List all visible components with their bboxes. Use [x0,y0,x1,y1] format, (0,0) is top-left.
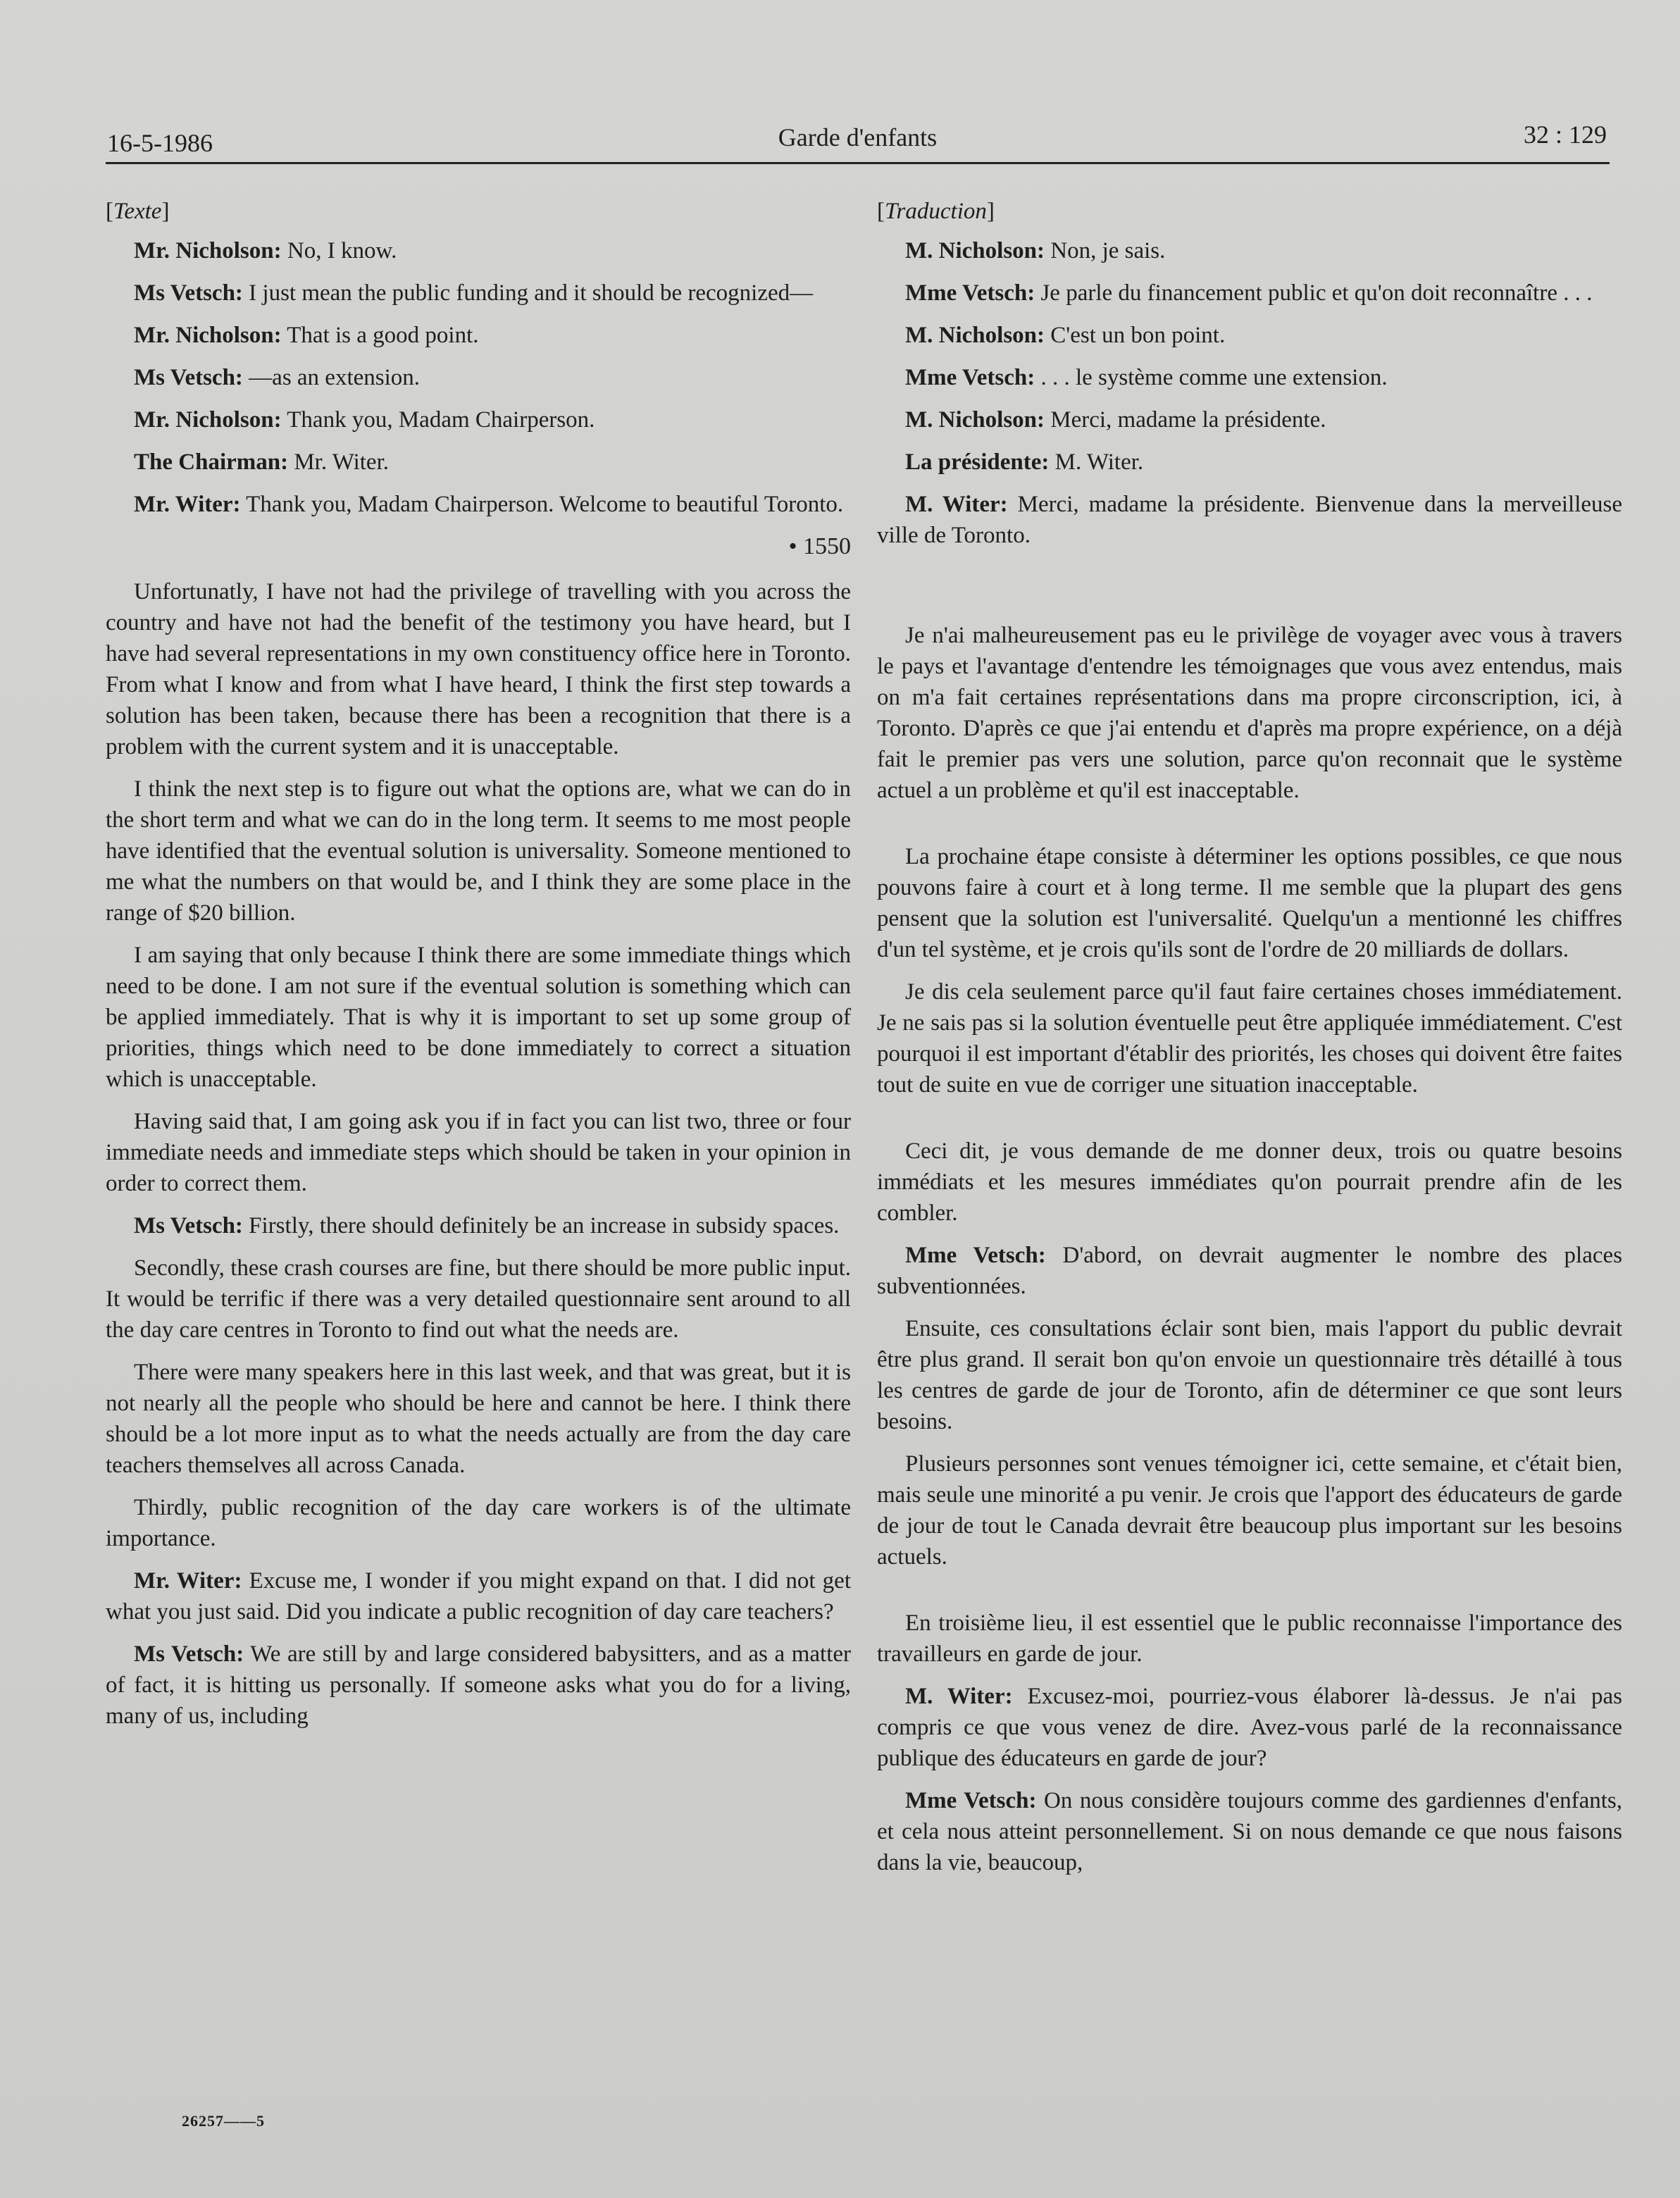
speaker-name: Mr. Witer: [134,492,241,517]
speech-entry [106,235,851,266]
speech-entry [877,1240,1622,1302]
speech-entry [106,447,851,478]
speaker-name: M. Nicholson: [905,323,1045,348]
speech-text: Thank you, Madam Chairperson. Welcome to beautiful Toronto. [240,492,844,517]
english-column [106,196,851,1743]
speech-entry [106,1639,851,1732]
speech-entry [106,320,851,351]
spacer [877,1584,1622,1608]
speech-text: Mr. Witer. [288,449,389,475]
speaker-name: Ms Vetsch: [134,1641,244,1667]
page-header [106,120,1610,164]
speaker-name: The Chairman: [134,449,289,475]
speech-text: Excuse me, I wonder if you might expand on that. I did not get what you just said. Did you indicate a public recognition of day care teachers? [106,1568,851,1625]
speech-text: —as an extension. [242,365,421,390]
speaker-name: Ms Vetsch: [134,1213,243,1238]
timestamp: • 1550 [788,533,851,559]
speech-text: C'est un bon point. [1045,323,1226,348]
speaker-name: Mme Vetsch: [905,280,1035,306]
paragraph: Je dis cela seulement parce qu'il faut faire certaines choses immédiatement. Je ne sais pas si la solution éventuelle peut être appliquée immédiatement. C'est pourquoi il est important d'établir des priorités, les choses qui doivent être faites tout de suite en vue de corriger une situation inacceptable. [877,979,1622,1098]
speech-text: Merci, madame la présidente. [1045,407,1326,433]
speech-entry [106,1565,851,1627]
speaker-name: M. Nicholson: [905,407,1045,433]
speech-entry [877,1785,1622,1878]
speaker-name: Ms Vetsch: [134,365,243,390]
speaker-name: Mr. Nicholson: [134,238,282,263]
speech-text: Non, je sais. [1045,238,1166,263]
paragraph: Plusieurs personnes sont venues témoigner ici, cette semaine, et c'était bien, mais seule une minorité a pu venir. Je crois que l'apport des éducateurs de garde de jour de tout le Canada devrait être beaucoup plus important sur les besoins actuels. [877,1451,1622,1570]
speech-text: M. Witer. [1049,449,1144,475]
speech-text: D'abord, on devrait augmenter le nombre des places subventionnées. [877,1243,1622,1299]
speech-entry [877,362,1622,393]
speech-text: Excusez-moi, pourriez-vous élaborer là-dessus. Je n'ai pas compris ce que vous venez de dire. Avez-vous parlé de la reconnaissance publique des éducateurs en garde de jour? [877,1684,1622,1771]
speech-text: Thank you, Madam Chairperson. [281,407,595,433]
section-label: [Traduction] [877,199,995,224]
speech-entry [106,1210,851,1241]
paragraph: Secondly, these crash courses are fine, but there should be more public input. It would be terrific if there was a very detailed questionnaire sent around to all the day care centres in Toronto to find out what the needs are. [106,1255,851,1343]
speech-text: . . . le système comme une extension. [1035,365,1388,390]
header-title: Garde d'enfants [778,123,938,151]
paragraph: En troisième lieu, il est essentiel que le public reconnaisse l'importance des travailleurs en garde de jour. [877,1610,1622,1667]
speaker-name: Mme Vetsch: [905,1243,1046,1268]
speech-text: Je parle du financement public et qu'on doit reconnaître . . . [1035,280,1593,306]
paragraph: Thirdly, public recognition of the day care workers is of the ultimate importance. [106,1495,851,1551]
speech-entry [877,489,1622,551]
paragraph: There were many speakers here in this last week, and that was great, but it is not nearly all the people who should be here and cannot be here. I think there should be a lot more input as to what the needs actually are from the day care teachers themselves all across Canada. [106,1360,851,1478]
speech-entry [877,1681,1622,1774]
speaker-name: M. Witer: [905,1684,1013,1709]
speech-text: On nous considère toujours comme des gardiennes d'enfants, et cela nous atteint personnellement. Si on nous demande ce que nous faisons dans la vie, beaucoup, [877,1788,1622,1875]
speaker-name: La présidente: [905,449,1050,475]
speech-entry [106,404,851,435]
section-label-text: Texte [113,199,162,224]
paragraph: Ceci dit, je vous demande de me donner deux, trois ou quatre besoins immédiats et les mesures immédiates qu'on pourrait prendre afin de les combler. [877,1138,1622,1226]
spacer [877,817,1622,841]
speech-entry [877,320,1622,351]
speech-text: That is a good point. [281,323,479,348]
speaker-name: Mr. Witer: [134,1568,242,1594]
speaker-name: Mr. Nicholson: [134,407,282,433]
paragraph: Je n'ai malheureusement pas eu le privilège de voyager avec vous à travers le pays et l'avantage d'entendre les témoignages que vous avez entendus, mais on m'a fait certaines représentations dans ma propre circonscription, ici, à Toronto. D'après ce que j'ai entendu et d'après ma propre expérience, on a déjà fait le premier pas vers une solution, parce qu'on reconnait que le système actuel a un problème et qu'il est inacceptable. [877,623,1622,803]
french-column [877,196,1622,1889]
speaker-name: Mme Vetsch: [905,365,1035,390]
speech-entry [877,235,1622,266]
header-page-number: 32 : 129 [1523,120,1607,149]
paragraph: Having said that, I am going ask you if in fact you can list two, three or four immediate needs and immediate steps which should be taken in your opinion in order to correct them. [106,1109,851,1196]
speech-text: No, I know. [281,238,397,263]
printer-code: 26257——5 [182,2112,265,2130]
section-label-text: Traduction [885,199,987,224]
spacer [877,1112,1622,1136]
speaker-name: Ms Vetsch: [134,280,243,306]
speaker-name: M. Nicholson: [905,238,1045,263]
speech-text: I just mean the public funding and it should be recognized— [242,280,814,306]
paragraph: Ensuite, ces consultations éclair sont bien, mais l'apport du public devrait être plus grand. Il serait bon qu'on envoie un questionnaire très détaillé à tous les centres de garde de jour de Toronto, afin de déterminer ce que sont leurs besoins. [877,1316,1622,1434]
paragraph: Unfortunatly, I have not had the privilege of travelling with you across the country and have not had the benefit of the testimony you have heard, but I have had several representations in my own constituency office here in Toronto. From what I know and from what I have heard, I think the first step towards a solution has been taken, because there has been a recognition that there is a problem with the current system and it is unacceptable. [106,579,851,759]
speech-entry [106,362,851,393]
speech-entry [877,278,1622,309]
speaker-name: Mr. Nicholson: [134,323,282,348]
speech-entry [877,404,1622,435]
paragraph: La prochaine étape consiste à déterminer les options possibles, ce que nous pouvons faire à court et à long terme. Il me semble que la plupart des gens pensent que la solution est l'universalité. Quelqu'un a mentionné les chiffres d'un tel système, et je crois qu'ils sont de l'ordre de 20 milliards de dollars. [877,844,1622,962]
speech-text: We are still by and large considered babysitters, and as a matter of fact, it is hitting us personally. If someone asks what you do for a living, many of us, including [106,1641,851,1729]
paragraph: I think the next step is to figure out what the options are, what we can do in the short term and what we can do in the long term. It seems to me most people have identified that the eventual solution is universality. Someone mentioned to me what the numbers on that would be, and I think they are some place in the range of $20 billion. [106,776,851,926]
spacer [877,562,1622,620]
speech-entry [106,489,851,520]
speech-text: Merci, madame la présidente. Bienvenue dans la merveilleuse ville de Toronto. [877,492,1623,548]
speaker-name: M. Witer: [905,492,1008,517]
section-label: [Texte] [106,199,170,224]
speaker-name: Mme Vetsch: [905,1788,1037,1813]
paragraph: I am saying that only because I think there are some immediate things which need to be done. I am not sure if the eventual solution is something which can be applied immediately. That is why it is important to set up some group of priorities, things which need to be done immediately to correct a situation which is unacceptable. [106,943,851,1092]
speech-entry [106,278,851,309]
header-date: 16-5-1986 [107,129,213,157]
speech-text: Firstly, there should definitely be an increase in subsidy spaces. [242,1213,840,1238]
speech-entry [877,447,1622,478]
